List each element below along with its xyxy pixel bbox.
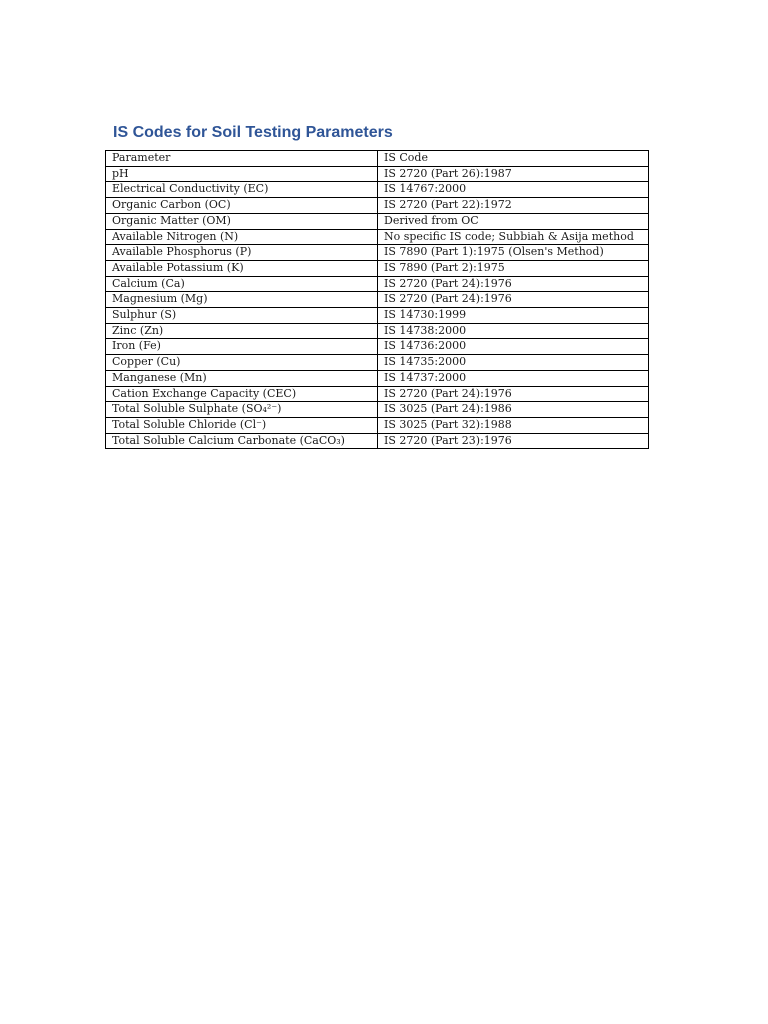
is-code-cell: IS 3025 (Part 24):1986 <box>378 402 649 418</box>
is-code-cell: No specific IS code; Subbiah & Asija method <box>378 229 649 245</box>
table-row <box>106 323 649 339</box>
parameter-cell: Total Soluble Sulphate (SO₄²⁻) <box>106 402 378 418</box>
parameter-cell: Sulphur (S) <box>106 308 378 324</box>
parameter-cell: Total Soluble Calcium Carbonate (CaCO₃) <box>106 433 378 449</box>
table-row <box>106 386 649 402</box>
parameter-cell: pH <box>106 166 378 182</box>
table-row <box>106 308 649 324</box>
is-code-cell: IS 14735:2000 <box>378 355 649 371</box>
parameter-cell: Iron (Fe) <box>106 339 378 355</box>
is-code-cell: IS 14730:1999 <box>378 308 649 324</box>
parameter-cell: Manganese (Mn) <box>106 370 378 386</box>
is-code-cell: IS 14738:2000 <box>378 323 649 339</box>
is-code-cell: IS 7890 (Part 1):1975 (Olsen's Method) <box>378 245 649 261</box>
table-row <box>106 260 649 276</box>
table-row <box>106 166 649 182</box>
parameter-cell: Available Nitrogen (N) <box>106 229 378 245</box>
is-code-cell: IS 14767:2000 <box>378 182 649 198</box>
parameter-cell: Calcium (Ca) <box>106 276 378 292</box>
table-row <box>106 355 649 371</box>
parameter-cell: Organic Carbon (OC) <box>106 198 378 214</box>
table-row <box>106 229 649 245</box>
table-row <box>106 276 649 292</box>
is-code-cell: Derived from OC <box>378 213 649 229</box>
is-code-cell: IS 2720 (Part 24):1976 <box>378 276 649 292</box>
table-row <box>106 182 649 198</box>
table-row <box>106 370 649 386</box>
soil-parameters-table <box>105 150 649 449</box>
is-code-cell: IS 2720 (Part 24):1976 <box>378 386 649 402</box>
parameter-cell: Electrical Conductivity (EC) <box>106 182 378 198</box>
is-code-cell: IS 2720 (Part 24):1976 <box>378 292 649 308</box>
document-title: IS Codes for Soil Testing Parameters <box>113 124 393 141</box>
is-code-cell: IS 14736:2000 <box>378 339 649 355</box>
parameter-cell: Zinc (Zn) <box>106 323 378 339</box>
is-code-cell: IS 14737:2000 <box>378 370 649 386</box>
is-code-cell: IS 7890 (Part 2):1975 <box>378 260 649 276</box>
is-code-cell: IS 2720 (Part 26):1987 <box>378 166 649 182</box>
parameter-cell: Available Potassium (K) <box>106 260 378 276</box>
table-row <box>106 417 649 433</box>
table-row <box>106 292 649 308</box>
table-header-row <box>106 151 649 167</box>
is-code-cell: IS 2720 (Part 22):1972 <box>378 198 649 214</box>
header-parameter: Parameter <box>106 151 378 167</box>
table-row <box>106 433 649 449</box>
is-code-cell: IS 2720 (Part 23):1976 <box>378 433 649 449</box>
parameter-cell: Magnesium (Mg) <box>106 292 378 308</box>
parameter-cell: Available Phosphorus (P) <box>106 245 378 261</box>
header-is-code: IS Code <box>378 151 649 167</box>
table-row <box>106 198 649 214</box>
parameter-cell: Organic Matter (OM) <box>106 213 378 229</box>
table-row <box>106 213 649 229</box>
is-code-cell: IS 3025 (Part 32):1988 <box>378 417 649 433</box>
parameter-cell: Cation Exchange Capacity (CEC) <box>106 386 378 402</box>
parameter-cell: Copper (Cu) <box>106 355 378 371</box>
table-row <box>106 402 649 418</box>
parameter-cell: Total Soluble Chloride (Cl⁻) <box>106 417 378 433</box>
table-row <box>106 245 649 261</box>
table-row <box>106 339 649 355</box>
